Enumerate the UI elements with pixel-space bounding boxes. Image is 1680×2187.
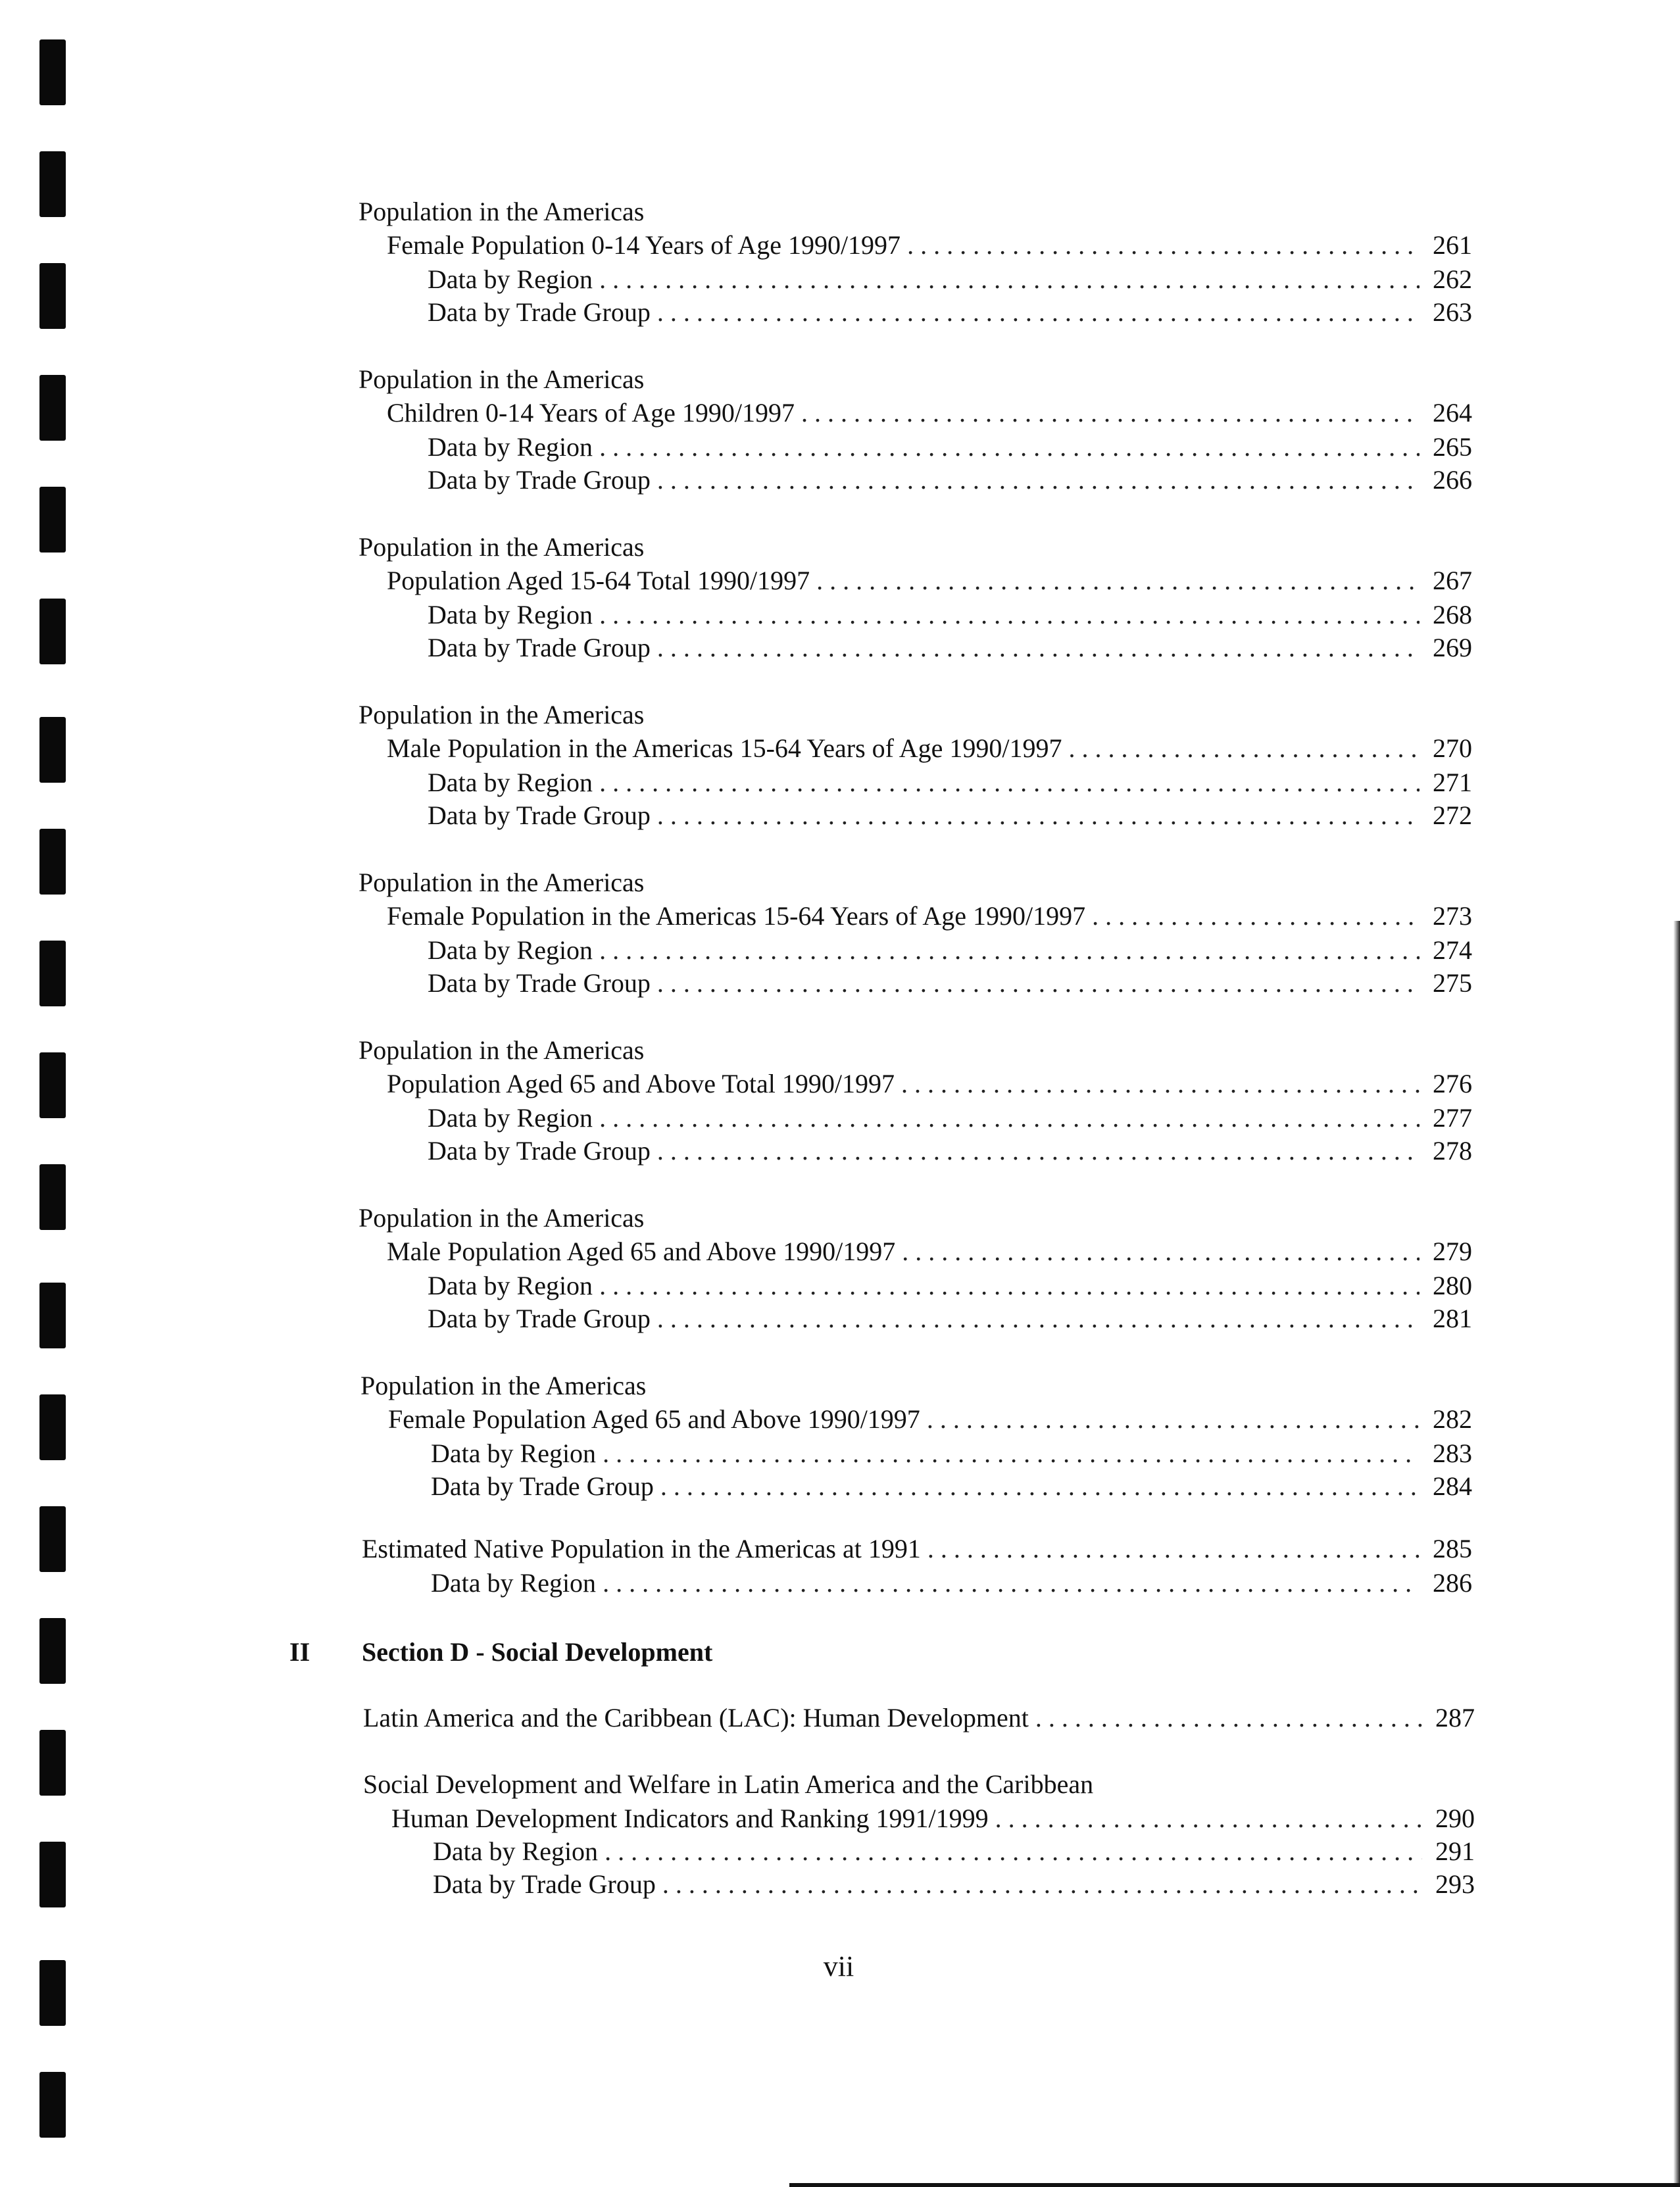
toc-entry-page: 286 (1433, 1568, 1472, 1598)
toc-entry-page: 271 (1433, 768, 1472, 797)
toc-subentry[interactable] (428, 1269, 1472, 1302)
dot-leader (927, 1403, 1420, 1436)
toc-entry[interactable] (362, 1533, 1472, 1565)
dot-leader (657, 967, 1420, 1000)
toc-entry-page: 293 (1435, 1869, 1475, 1899)
dot-leader (603, 1437, 1420, 1470)
toc-entry-page: 263 (1433, 297, 1472, 327)
toc-entry-title: Data by Region (431, 1568, 597, 1598)
dot-leader (907, 229, 1420, 262)
toc-entry-title: Data by Region (428, 264, 593, 294)
dot-leader (901, 1068, 1420, 1100)
toc-subentry[interactable] (428, 1302, 1472, 1335)
toc-entry[interactable] (387, 229, 1472, 262)
section-number: II (289, 1637, 310, 1667)
toc-entry-page: 284 (1433, 1471, 1472, 1501)
dot-leader (605, 1835, 1422, 1868)
dot-leader (657, 464, 1420, 497)
toc-entry-title: Data by Trade Group (431, 1471, 654, 1501)
toc-entry-title: Data by Trade Group (428, 1136, 651, 1166)
dot-leader (1092, 900, 1420, 933)
toc-entry-page: 278 (1433, 1136, 1472, 1166)
toc-entry-page: 262 (1433, 264, 1472, 294)
dot-leader (657, 1135, 1420, 1167)
toc-group-heading: Population in the Americas (358, 1203, 645, 1233)
toc-entry-page: 291 (1435, 1836, 1475, 1866)
toc-subentry[interactable] (431, 1470, 1472, 1503)
toc-entry-page: 290 (1435, 1804, 1475, 1833)
toc-subentry[interactable] (428, 934, 1472, 967)
toc-entry-title: Data by Region (428, 1103, 593, 1133)
toc-entry-page: 276 (1433, 1069, 1472, 1098)
dot-leader (599, 766, 1420, 799)
dot-leader (1035, 1702, 1422, 1734)
dot-leader (599, 934, 1420, 967)
toc-subentry[interactable] (428, 631, 1472, 664)
dot-leader (603, 1567, 1420, 1600)
toc-subentry[interactable] (428, 1135, 1472, 1167)
toc-subentry[interactable] (431, 1567, 1472, 1600)
dot-leader (927, 1533, 1420, 1565)
toc-entry-title: Data by Trade Group (428, 465, 651, 495)
toc-entry-title: Female Population 0-14 Years of Age 1990/1997 (387, 230, 901, 260)
toc-group-heading: Social Development and Welfare in Latin America and the Caribbean (363, 1769, 1094, 1799)
dot-leader (816, 564, 1420, 597)
toc-entry-page: 265 (1433, 432, 1472, 462)
toc-entry-page: 269 (1433, 633, 1472, 662)
toc-subentry[interactable] (428, 799, 1472, 832)
toc-entry-title: Human Development Indicators and Ranking 1991/1999 (391, 1804, 989, 1833)
toc-entry-page: 268 (1433, 600, 1472, 629)
toc-entry-title: Data by Trade Group (428, 1304, 651, 1333)
toc-entry-page: 267 (1433, 566, 1472, 595)
toc-entry-title: Data by Region (428, 432, 593, 462)
toc-entry[interactable] (388, 1403, 1472, 1436)
toc-entry-title: Data by Region (433, 1836, 599, 1866)
toc-entry-page: 287 (1435, 1703, 1475, 1732)
toc-entry-title: Data by Trade Group (428, 968, 651, 998)
toc-entry[interactable] (391, 1802, 1475, 1835)
toc-entry-page: 275 (1433, 968, 1472, 998)
toc-subentry[interactable] (428, 296, 1472, 329)
toc-entry-page: 261 (1433, 230, 1472, 260)
page-number: vii (823, 1950, 854, 1982)
toc-entry-title: Latin America and the Caribbean (LAC): Human Development (363, 1703, 1029, 1732)
dot-leader (599, 263, 1420, 296)
toc-entry-page: 266 (1433, 465, 1472, 495)
toc-entry-page: 277 (1433, 1103, 1472, 1133)
toc-subentry[interactable] (428, 1102, 1472, 1135)
toc-entry-page: 274 (1433, 935, 1472, 965)
toc-entry-page: 264 (1433, 398, 1472, 428)
toc-entry-title: Data by Trade Group (428, 297, 651, 327)
section-title: Section D - Social Development (362, 1637, 713, 1667)
dot-leader (599, 431, 1420, 464)
toc-entry-page: 283 (1433, 1438, 1472, 1468)
toc-group-heading: Population in the Americas (358, 868, 645, 897)
dot-leader (599, 1269, 1420, 1302)
toc-entry[interactable] (387, 564, 1472, 597)
toc-entry-title: Estimated Native Population in the Americas at 1991 (362, 1534, 921, 1563)
toc-entry-title: Data by Trade Group (428, 633, 651, 662)
dot-leader (657, 631, 1420, 664)
toc-group-heading: Population in the Americas (360, 1371, 647, 1400)
toc-entry-title: Data by Region (428, 935, 593, 965)
dot-leader (1069, 732, 1420, 765)
toc-group-heading: Population in the Americas (358, 1035, 645, 1065)
toc-entry[interactable] (387, 1235, 1472, 1268)
toc-subentry[interactable] (428, 967, 1472, 1000)
toc-subentry[interactable] (433, 1835, 1475, 1868)
dot-leader (657, 1302, 1420, 1335)
toc-subentry[interactable] (433, 1868, 1475, 1901)
toc-entry-title: Data by Region (428, 1271, 593, 1300)
toc-entry-title: Female Population in the Americas 15-64 Years of Age 1990/1997 (387, 901, 1086, 931)
dot-leader (657, 799, 1420, 832)
dot-leader (660, 1470, 1420, 1503)
toc-subentry[interactable] (428, 599, 1472, 631)
toc-entry-page: 281 (1433, 1304, 1472, 1333)
dot-leader (902, 1235, 1420, 1268)
toc-entry-page: 270 (1433, 733, 1472, 763)
toc-entry-title: Data by Trade Group (433, 1869, 656, 1899)
toc-entry-title: Population Aged 65 and Above Total 1990/1997 (387, 1069, 895, 1098)
toc-entry[interactable] (387, 900, 1472, 933)
toc-entry[interactable] (363, 1702, 1475, 1734)
toc-entry-title: Data by Region (431, 1438, 597, 1468)
toc-entry-title: Female Population Aged 65 and Above 1990/1997 (388, 1404, 920, 1434)
toc-entry-page: 272 (1433, 800, 1472, 830)
toc-group-heading: Population in the Americas (358, 197, 645, 226)
toc-entry-page: 280 (1433, 1271, 1472, 1300)
toc-entry-page: 285 (1433, 1534, 1472, 1563)
dot-leader (599, 1102, 1420, 1135)
toc-subentry[interactable] (428, 263, 1472, 296)
toc-entry-title: Children 0-14 Years of Age 1990/1997 (387, 398, 795, 428)
toc-entry[interactable] (387, 397, 1472, 430)
toc-subentry[interactable] (428, 431, 1472, 464)
toc-entry-page: 273 (1433, 901, 1472, 931)
toc-entry-title: Data by Region (428, 600, 593, 629)
toc-subentry[interactable] (428, 766, 1472, 799)
toc-entry[interactable] (387, 1068, 1472, 1100)
toc-group-heading: Population in the Americas (358, 364, 645, 394)
toc-group-heading: Population in the Americas (358, 700, 645, 729)
toc-entry-title: Male Population in the Americas 15-64 Years of Age 1990/1997 (387, 733, 1062, 763)
dot-leader (599, 599, 1420, 631)
toc-group-heading: Population in the Americas (358, 532, 645, 562)
toc-entry-title: Data by Region (428, 768, 593, 797)
toc-subentry[interactable] (428, 464, 1472, 497)
toc-entry-title: Data by Trade Group (428, 800, 651, 830)
toc-subentry[interactable] (431, 1437, 1472, 1470)
dot-leader (662, 1868, 1422, 1901)
dot-leader (801, 397, 1420, 430)
toc-entry[interactable] (387, 732, 1472, 765)
toc-entry-page: 282 (1433, 1404, 1472, 1434)
toc-entry-page: 279 (1433, 1237, 1472, 1266)
dot-leader (995, 1802, 1422, 1835)
toc-entry-title: Male Population Aged 65 and Above 1990/1997 (387, 1237, 896, 1266)
dot-leader (657, 296, 1420, 329)
toc-entry-title: Population Aged 15-64 Total 1990/1997 (387, 566, 810, 595)
